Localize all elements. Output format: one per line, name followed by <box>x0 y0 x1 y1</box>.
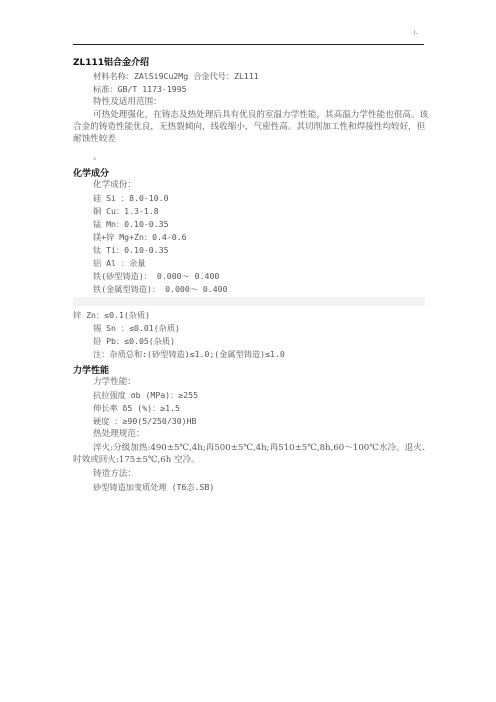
gray-band <box>73 297 425 306</box>
chem-label: 化学成份： <box>93 180 136 190</box>
material-line: 材料名称：ZAlSi9Cu2Mg 合金代号：ZL111 <box>93 71 259 81</box>
cast-label: 铸造方法： <box>93 469 136 479</box>
chem-item: 硅 Si ：8.0-10.0 <box>93 193 169 203</box>
hardness-line: 硬度 ：≥90(5/250/30)HB <box>93 416 197 426</box>
document-title: ZL111铝合金介绍 <box>73 58 150 68</box>
elongation-line: 伸长率 δ5 (%)：≥1.5 <box>93 403 180 413</box>
chem-item: 镁+锌 Mg+Zn：0.4-0.6 <box>93 232 187 242</box>
mech-label: 力学性能： <box>93 377 136 387</box>
heat-label: 热处理规范： <box>93 429 145 439</box>
cast-method: 砂型铸造加变质处理 (T6态.SB) <box>93 482 215 492</box>
tensile-line: 抗拉强度 σb (MPa)：≥255 <box>93 390 199 400</box>
page-mark: !- <box>413 30 418 37</box>
scope-paragraph: 可热处理强化，在铸态及热处理后具有优良的室温力学性能，其高温力学性能也很高。该合金的铸造性能优良，无热裂倾向，线收缩小，气密性高。其切削加工性和焊接性均较好，但耐蚀性较差 <box>73 110 429 144</box>
chem-item: 锰 Mn：0.10-0.35 <box>93 219 169 229</box>
mech-heading: 力学性能 <box>73 366 110 376</box>
header-rule <box>73 44 424 45</box>
chem-item: 铁(金属型铸造)： 0.000～ 0.400 <box>93 284 228 294</box>
scope-label: 特性及适用范围： <box>93 97 162 107</box>
chem-heading: 化学成分 <box>73 169 110 179</box>
zinc-line: 锌 Zn：≤0.1(杂质) <box>73 310 151 320</box>
chem-item: 铁(砂型铸造)： 0.000～ 0.400 <box>93 271 220 281</box>
tin-line: 锡 Sn ：≤0.01(杂质) <box>93 323 180 333</box>
lead-line: 铅 Pb：≤0.05(杂质) <box>93 336 176 346</box>
standard-line: 标准：GB/T 1173-1995 <box>93 84 187 94</box>
heat-paragraph: 淬火:分级加热:490±5℃,4h;再500±5℃,4h;再510±5℃,8h,60～100℃水冷。退火、时效或回火:175±5℃,6h 空冷。 <box>73 443 431 465</box>
chem-item: 铝 Al ：余量 <box>93 258 146 268</box>
chem-item: 钛 Ti：0.10-0.35 <box>93 245 169 255</box>
chem-item: 铜 Cu：1.3-1.8 <box>93 206 159 216</box>
impurity-note: 注：杂质总和:(砂型铸造)≤1.0;(金属型铸造)≤1.0 <box>93 349 285 359</box>
scope-dot: 。 <box>93 152 102 162</box>
